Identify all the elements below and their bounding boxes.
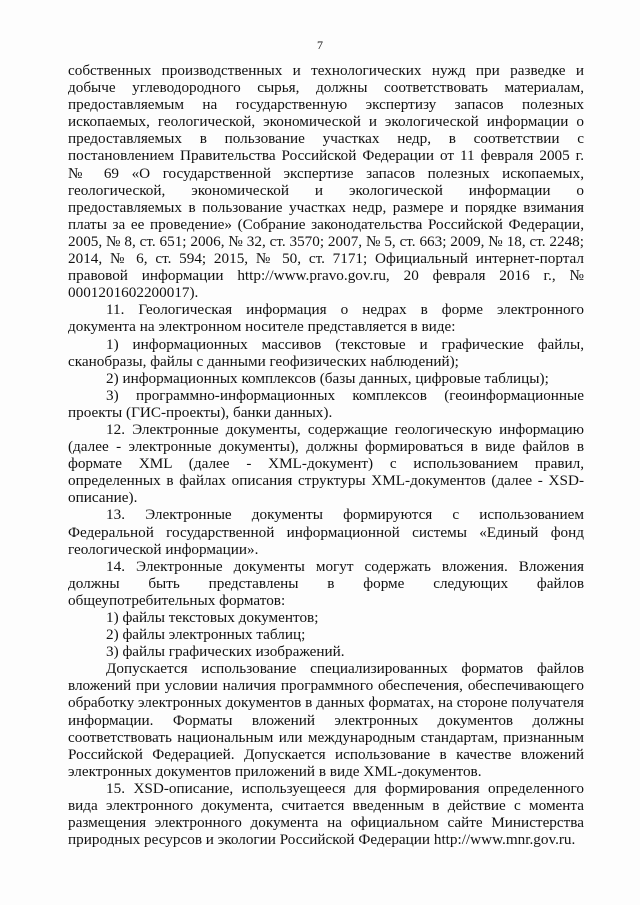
paragraph-13: 13. Электронные документы формируются с использованием Федеральной государственной информационной системы «Единый фонд геологической информации». — [68, 506, 584, 558]
list-item-11-1: 1) информационных массивов (текстовые и графические файлы, сканобразы, файлы с данными геофизических наблюдений); — [68, 335, 584, 370]
page-number: 7 — [317, 38, 323, 52]
list-item-14-3: 3) файлы графических изображений. — [106, 643, 345, 661]
document-body — [68, 62, 584, 848]
list-item-11-2: 2) информационных комплексов (базы данных, цифровые таблицы); — [106, 369, 549, 387]
list-item-14-1: 1) файлы текстовых документов; — [106, 609, 319, 626]
paragraph-11: 11. Геологическая информация о недрах в форме электронного документа на электронном носителе представляется в виде: — [68, 301, 584, 336]
paragraph-0: собственных производственных и технологических нужд при разведке и добыче углеводородного сырья, должны соответствовать материалам, предоставляемым на государственную экспертизу запасов полезных ископаемых, геологической, экономической и экологической информации о предоставляемых в пользование участках недр, в соответствии с постановлением Правительства Российской Федерации от 11 февраля 2005 г. № 69 «О государственной экспертизе запасов полезных ископаемых, геологической, экономической и экологической информации о предоставляемых в пользование участках недр, размере и порядке взимания платы за ее проведение» (Собрание законодательства Российской Федерации, 2005, № 8, ст. 651; 2006, № 32, ст. 3570; 2007, № 5, ст. 663; 2009, № 18, ст. 2248; 2014, № 6, ст. 594; 2015, № 50, ст. 7171; Официальный интернет-портал правовой информации http://www.pravo.gov.ru, 20 февраля 2016 г., № 0001201602200017). — [68, 62, 584, 302]
list-item-14-2: 2) файлы электронных таблиц; — [106, 626, 306, 644]
paragraph-15: 15. XSD-описание, используещееся для формирования определенного вида электронного документа, считается введенным в действие с момента размещения электронного документа на официальном сайте Министерства природных ресурсов и экологии Российской Федерации http://www.mnr.gov.ru. — [68, 779, 584, 849]
paragraph-attachments: Допускается использование специализированных форматов файлов вложений при условии наличия программного обеспечения, обеспечивающего обработку электронных документов в данных форматах, на стороне получателя информации. Форматы вложений электронных документов должны соответствовать национальным или международным стандартам, признанным Российской Федерацией. Допускается использование в качестве вложений электронных документов приложений в виде XML-документов. — [68, 660, 584, 780]
list-item-11-3: 3) программно-информационных комплексов (геоинформационные проекты (ГИС-проекты), банки данных). — [68, 386, 584, 421]
paragraph-12: 12. Электронные документы, содержащие геологическую информацию (далее - электронные документы), должны формироваться в виде файлов в формате XML (далее - XML-документ) с использованием правил, определенных в файлах описания структуры XML-документов (далее - XSD-описание). — [68, 420, 584, 507]
paragraph-14: 14. Электронные документы могут содержать вложения. Вложения должны быть представлены в форме следующих файлов общеупотребительных форматов: — [68, 557, 584, 609]
